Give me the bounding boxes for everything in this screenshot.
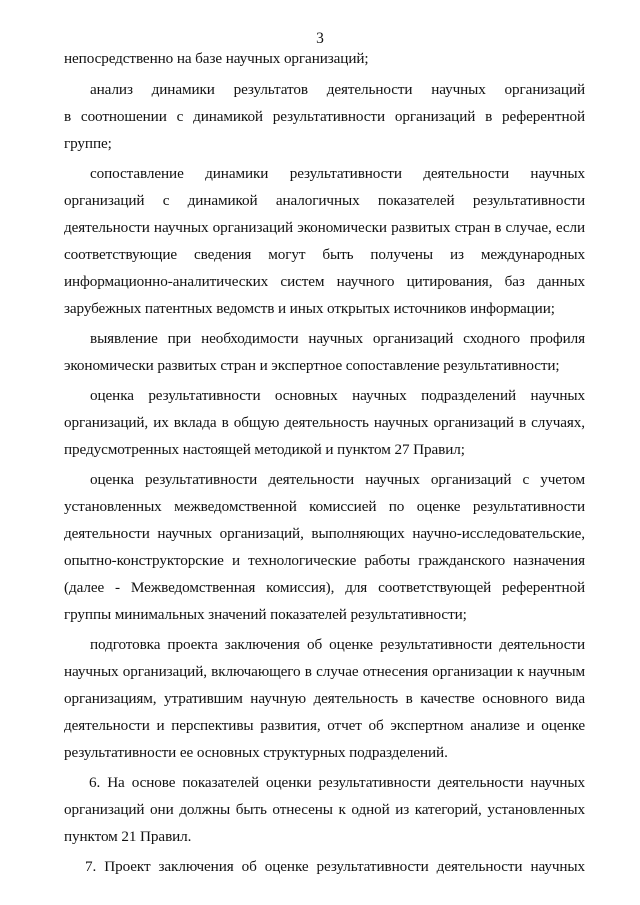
text-line: деятельности научных организаций, выполняющих научно-исследовательские, [64,525,585,542]
text-line: (далее - Межведомственная комиссия), для соответствующей референтной [64,579,585,596]
text-line: организациям, утратившим научную деятельность в качестве основного вида [64,690,585,707]
text-line: анализ динамики результатов деятельности научных организаций [90,81,585,98]
text-line: организаций с динамикой аналогичных показателей результативности [64,192,585,209]
text-line: сопоставление динамики результативности деятельности научных [90,165,585,182]
text-line: группе; [64,135,112,152]
text-line: организаций, их вклада в общую деятельность научных организаций в случаях, [64,414,585,431]
text-line: оценка результативности основных научных подразделений научных [90,387,585,404]
text-line: информационно-аналитических систем научного цитирования, баз данных [64,273,585,290]
text-line: непосредственно на базе научных организаций; [64,50,369,67]
text-line: выявление при необходимости научных организаций сходного профиля [90,330,585,347]
text-line: опытно-конструкторские и технологические работы гражданского назначения [64,552,585,569]
text-line: соответствующие сведения могут быть получены из международных [64,246,585,263]
text-line: научных организаций, включающего в случае отнесения организации к научным [64,663,585,680]
text-line: экономически развитых стран и экспертное сопоставление результативности; [64,357,560,374]
text-line: оценка результативности деятельности научных организаций с учетом [90,471,585,488]
page-number: 3 [316,30,324,47]
text-line: предусмотренных настоящей методикой и пунктом 27 Правил; [64,441,465,458]
text-line: деятельности научных организаций экономически развитых стран в случае, если [64,219,585,236]
text-line: зарубежных патентных ведомств и иных открытых источников информации; [64,300,555,317]
text-line: группы минимальных значений показателей результативности; [64,606,467,623]
text-line: результативности ее основных структурных подразделений. [64,744,448,761]
text-line: 6. На основе показателей оценки результативности деятельности научных [89,774,585,791]
text-line: пунктом 21 Правил. [64,828,192,845]
text-line: 7. Проект заключения об оценке результативности деятельности научных [85,858,585,875]
text-line: деятельности и перспективы развития, отчет об экспертном анализе и оценке [64,717,585,734]
text-line: установленных межведомственной комиссией по оценке результативности [64,498,585,515]
text-line: подготовка проекта заключения об оценке результативности деятельности [90,636,585,653]
text-line: в соотношении с динамикой результативности организаций в референтной [64,108,585,125]
text-line: организаций они должны быть отнесены к одной из категорий, установленных [64,801,585,818]
